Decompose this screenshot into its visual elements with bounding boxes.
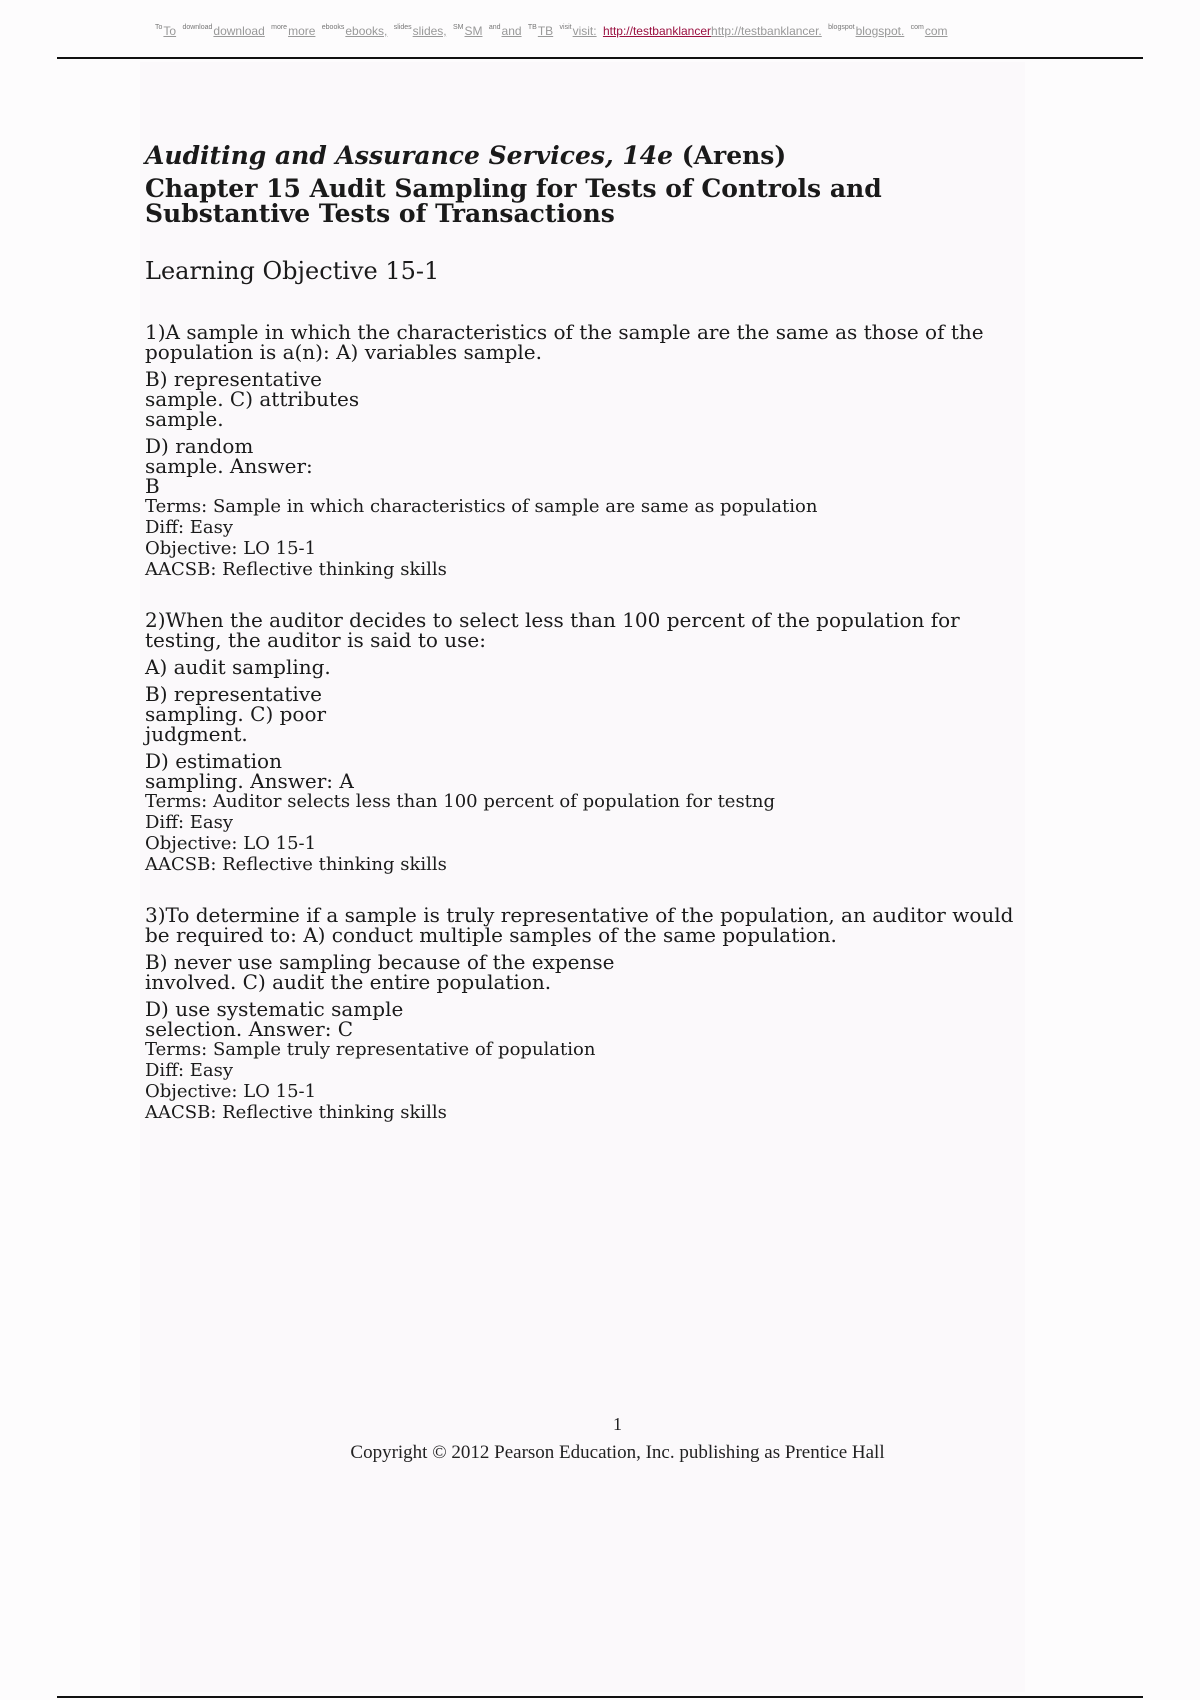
header-rule <box>57 57 1143 59</box>
document-body <box>145 140 1025 1123</box>
book-title: Auditing and Assurance Services, 14e (Arens) <box>145 141 787 170</box>
copyright-notice: Copyright © 2012 Pearson Education, Inc. publishing as Prentice Hall <box>350 1442 885 1463</box>
question-objective: Objective: LO 15-1 <box>145 1081 317 1102</box>
page-header <box>0 0 1200 58</box>
question-terms: Terms: Sample truly representative of population <box>145 1039 596 1060</box>
question-2: 2)When the auditor decides to select less than 100 percent of the population for testing, the auditor is said to use: A) audit sampling. B) representative sampling. C) poor judgment. D) estimation sampling. Answer: A Terms: Auditor selects less than 100 percent of population for testng Diff: Easy Objective: LO 15-1 AACSB: Reflective thinking skills <box>145 610 1025 875</box>
chapter-title: Chapter 15 Audit Sampling for Tests of Controls and Substantive Tests of Transactions <box>145 174 882 228</box>
question-difficulty: Diff: Easy <box>145 812 234 833</box>
page-number: 1 <box>613 1414 622 1434</box>
question-aacsb: AACSB: Reflective thinking skills <box>145 1102 447 1123</box>
testbanklancer-link[interactable]: http://testbanklancer <box>602 24 712 38</box>
question-aacsb: AACSB: Reflective thinking skills <box>145 854 447 875</box>
learning-objective-heading: Learning Objective 15-1 <box>145 257 440 285</box>
question-3: 3)To determine if a sample is truly representative of the population, an auditor would be required to: A) conduct multiple samples of the same population. B) never use sampling because of the expense involved. C) audit the entire population. D) use systematic sample selection. Answer: C Terms: Sample truly representative of population Diff: Easy Objective: LO 15-1 AACSB: Reflective thinking skills <box>145 905 1025 1123</box>
question-terms: Terms: Sample in which characteristics of sample are same as population <box>145 496 818 517</box>
download-banner: $^{To}$To $^{download}$download $^{more}$more $^{ebooks}$ebooks, $^{slides}$slides, ℠SM $^{and}$and $^{TB}$TB $^{visit}$visit: http://testbanklancerhttp://testbanklancer. $^{blogspot}$blogspot. $^{com}$com <box>155 24 948 38</box>
footer-rule <box>57 1696 1143 1698</box>
question-1: 1)A sample in which the characteristics of the sample are the same as those of the population is a(n): A) variables sample. B) representative sample. C) attributes sample. D) random sample. Answer: B Terms: Sample in which characteristics of sample are same as population Diff: Easy Objective: LO 15-1 AACSB: Reflective thinking skills <box>145 322 1025 580</box>
question-difficulty: Diff: Easy <box>145 1060 234 1081</box>
question-terms: Terms: Auditor selects less than 100 percent of population for testng <box>145 791 776 812</box>
question-difficulty: Diff: Easy <box>145 517 234 538</box>
question-objective: Objective: LO 15-1 <box>145 538 317 559</box>
question-aacsb: AACSB: Reflective thinking skills <box>145 559 447 580</box>
question-objective: Objective: LO 15-1 <box>145 833 317 854</box>
